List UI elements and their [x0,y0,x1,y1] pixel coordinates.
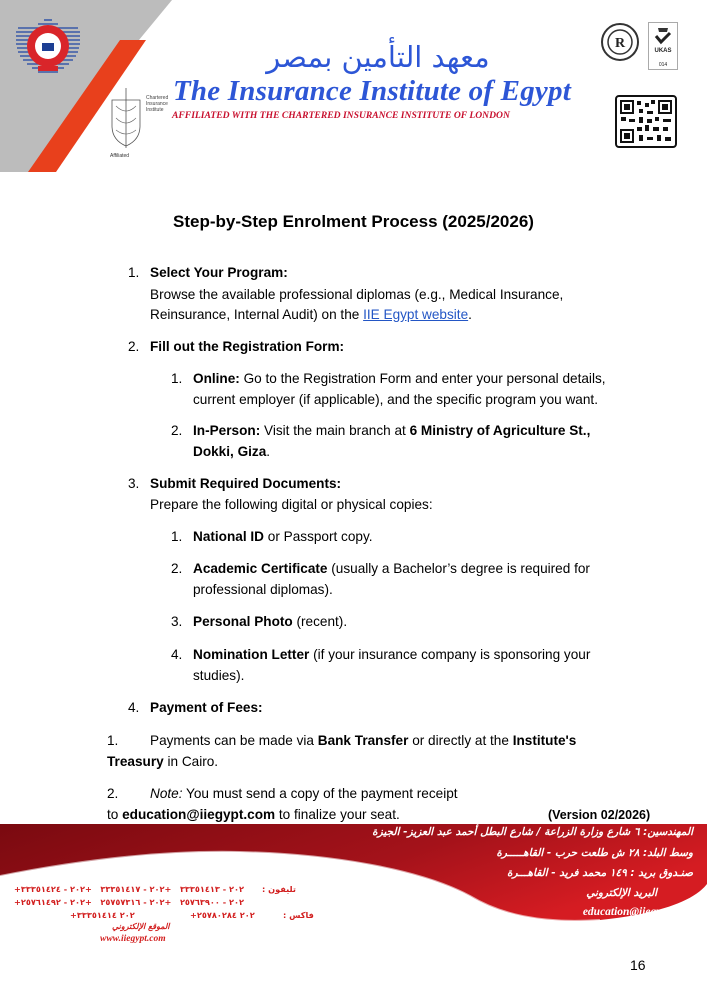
step-2-number: 2. [128,339,140,354]
step-3-4-line-1: Nomination Letter (if your insurance company is sponsoring your [193,647,591,662]
payment-item-2-line-2: to education@iiegypt.com to finalize your seat. [107,807,400,822]
step-4-number: 4. [128,700,140,715]
footer-email-education[interactable]: education@iiegypt.com [582,906,693,918]
step-3-4-line-2: studies). [193,668,245,683]
footer-website[interactable]: www.iiegypt.com [100,934,166,944]
step-2-1-line-1: Online: Go to the Registration Form and enter your personal details, [193,371,606,386]
step-3-1-text: National ID or Passport copy. [193,529,373,544]
step-2-1-number: 1. [171,371,183,386]
qr-code[interactable] [615,95,677,148]
footer-address-mohandessin: المهندسين: ٦ شارع وزارة الزراعة / شارع البطل أحمد عبد العزيز- الجيزة [372,826,693,838]
step-1-number: 1. [128,265,140,280]
step-3-2-number: 2. [171,561,183,576]
footer-phone-label: تليفون : [262,884,296,894]
version-label: (Version 02/2026) [548,808,651,822]
payment-item-1-line-1: Payments can be made via Bank Transfer or directly at the Institute's [150,733,577,748]
ukas-number: 014 [658,62,668,68]
step-3-3-text: Personal Photo (recent). [193,614,348,629]
step-2-2-number: 2. [171,423,183,438]
footer-phones-row-2: +٢٠٢ - ٢٥٧٦٣٩٠٠ +٢٠٢ - ٢٥٧٥٧٣١٦ +٢٠٢ - ٢٥٧٦١٤٩٢ [14,897,245,907]
affiliation-tagline: AFFILIATED WITH THE CHARTERED INSURANCE INSTITUTE OF LONDON [172,110,510,121]
step-3-intro: Prepare the following digital or physical copies: [150,497,433,512]
cii-affiliated-label: Affiliated [110,153,130,159]
step-3-4-number: 4. [171,647,183,662]
step-2-2-line-2: Dokki, Giza. [193,444,271,459]
page-number: 16 [630,957,646,973]
iie-egypt-website-link[interactable]: IIE Egypt website [363,307,469,322]
cii-crest-logo [108,86,144,152]
step-2-2-line-1: In-Person: Visit the main branch at 6 Ministry of Agriculture St., [193,423,591,438]
step-1-body-line-1: Browse the available professional diplomas (e.g., Medical Insurance, [150,287,564,302]
payment-item-1-line-2: Treasury in Cairo. [107,754,219,769]
step-1-heading: Select Your Program: [150,265,288,280]
step-3-3-number: 3. [171,614,183,629]
step-3-2-line-2: professional diplomas). [193,582,333,597]
step-3-heading: Submit Required Documents: [150,476,342,491]
iso-certification-badge [600,22,640,62]
step-4-heading: Payment of Fees: [150,700,263,715]
svg-text:R: R [614,36,626,51]
step-3-number: 3. [128,476,140,491]
footer-po-box: صنـدوق بريد : ١٤٩ محمد فريد - القاهـــرة [506,867,693,879]
ukas-label: UKAS [654,48,672,54]
cii-name: Chartered Insurance Institute [146,95,169,113]
footer-fax-1: +٢٠٢ ٣٣٣٥١٤١٤ [70,910,135,920]
step-3-1-number: 1. [171,529,183,544]
footer-website-label: الموقع الإلكتروني [112,922,170,931]
payment-item-2-number: 2. [107,786,119,801]
footer-email-customer-service[interactable]: customer.serv@iiegypt.com [564,925,693,937]
footer-phones-row-1: +٢٠٢ - ٣٣٣٥١٤١٣ +٢٠٢ - ٣٣٣٥١٤١٧ +٢٠٢ - ٣٣٣٥١٤٢٤ [14,884,245,894]
footer-email-label: البريد الإلكتروني [586,887,657,899]
step-3-2-line-1: Academic Certificate (usually a Bachelor’s degree is required for [193,561,590,576]
step-1-body-line-2: Reinsurance, Internal Audit) on the IIE Egypt website. [150,307,472,322]
english-institute-name: The Insurance Institute of Egypt [173,75,571,107]
footer-fax-label: فاكس : [283,910,314,920]
payment-item-1-number: 1. [107,733,119,748]
ukas-certification-badge [648,22,678,70]
education-email[interactable]: education@iiegypt.com [122,807,276,822]
arabic-institute-name: معهد التأمين بمصر [266,40,490,74]
institute-emblem-logo [12,12,84,82]
payment-item-2-line-1: Note: You must send a copy of the payment receipt [150,786,458,801]
document-title: Step-by-Step Enrolment Process (2025/2026) [173,212,534,231]
footer-fax-2: +٢٠٢ ٢٥٧٨٠٢٨٤ [190,910,255,920]
step-2-1-line-2: current employer (if applicable), and the specific program you want. [193,392,598,407]
step-2-heading: Fill out the Registration Form: [150,339,345,354]
footer-address-downtown: وسط البلد: ٢٨ ش طلعت حرب - القاهـــــرة [496,847,693,859]
